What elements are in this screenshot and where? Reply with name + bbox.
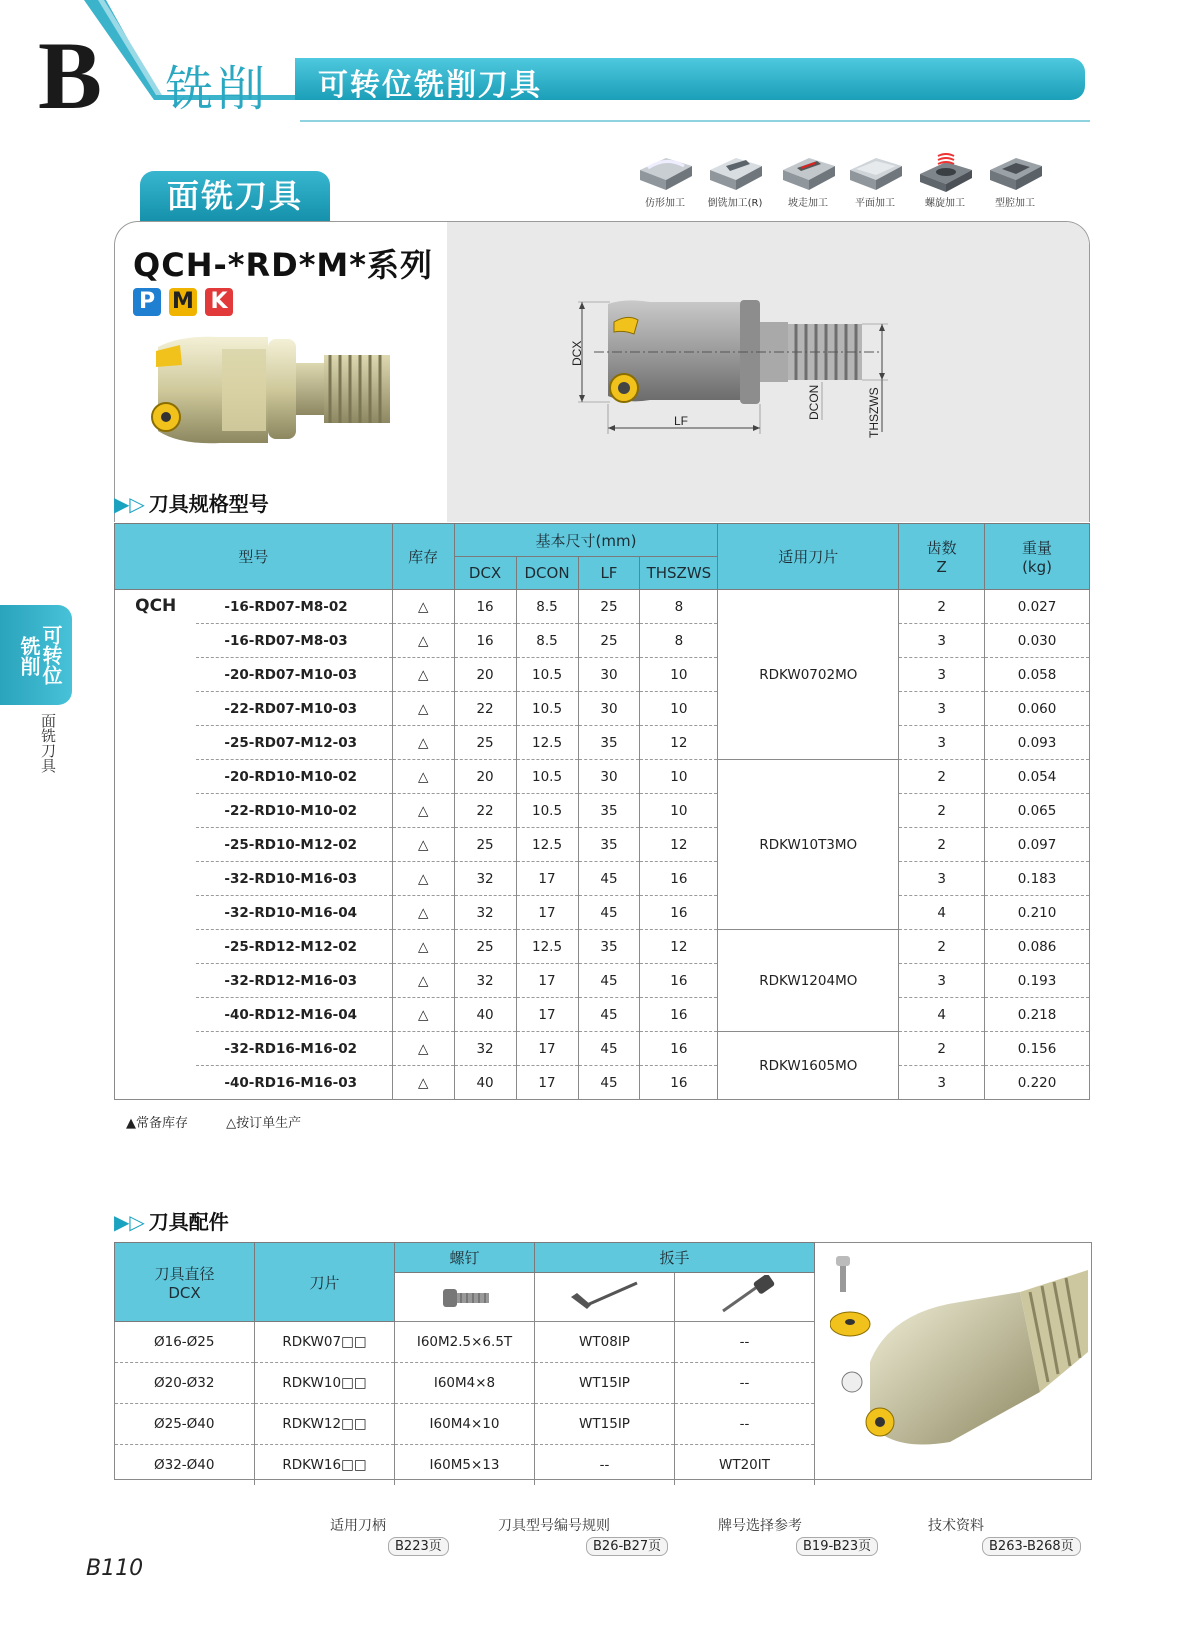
model-code: -25-RD10-M12-02 xyxy=(196,828,392,862)
ref-model-code[interactable]: 刀具型号编号规则 B26-B27页 xyxy=(498,1515,668,1554)
dcon-cell: 17 xyxy=(516,964,578,998)
thszws-cell: 16 xyxy=(640,964,718,998)
weight-cell: 0.193 xyxy=(985,964,1090,998)
dim-lf: LF xyxy=(674,414,689,428)
lf-cell: 30 xyxy=(578,760,640,794)
screw-cell: I60M4×10 xyxy=(395,1404,535,1445)
thszws-cell: 8 xyxy=(640,624,718,658)
series-title: QCH-*RD*M*系列 xyxy=(133,246,434,284)
lf-cell: 35 xyxy=(578,930,640,964)
lf-cell: 25 xyxy=(578,590,640,624)
teeth-cell: 2 xyxy=(899,828,985,862)
dcon-cell: 10.5 xyxy=(516,760,578,794)
table-row xyxy=(115,998,1090,1032)
lf-cell: 45 xyxy=(578,1066,640,1100)
col-lf: LF xyxy=(578,557,640,590)
teeth-cell: 2 xyxy=(899,760,985,794)
lf-cell: 45 xyxy=(578,862,640,896)
lf-cell: 35 xyxy=(578,828,640,862)
weight-cell: 0.156 xyxy=(985,1032,1090,1066)
teeth-cell: 2 xyxy=(899,590,985,624)
weight-cell: 0.210 xyxy=(985,896,1090,930)
model-code: -32-RD10-M16-03 xyxy=(196,862,392,896)
acc-col-screw: 螺钉 xyxy=(395,1243,535,1273)
lf-cell: 45 xyxy=(578,998,640,1032)
technical-drawing xyxy=(570,300,900,445)
wrench-cell: -- xyxy=(675,1404,815,1445)
t-wrench-icon xyxy=(675,1273,815,1322)
model-code: -20-RD07-M10-03 xyxy=(196,658,392,692)
wrench-cell: WT08IP xyxy=(535,1322,675,1363)
insert-cell: RDKW12□□ xyxy=(255,1404,395,1445)
dcx-cell: 32 xyxy=(454,1032,516,1066)
table-row xyxy=(115,1032,1090,1066)
col-weight: 重量 (kg) xyxy=(985,524,1090,590)
dcon-cell: 17 xyxy=(516,1032,578,1066)
accessory-table xyxy=(114,1242,815,1485)
dcon-cell: 17 xyxy=(516,896,578,930)
op-chamfer: 倒铣加工(R) xyxy=(700,152,770,209)
stock-cell: △ xyxy=(392,692,454,726)
category-tab: 面铣刀具 xyxy=(140,171,330,221)
insert-cell: RDKW1204MO xyxy=(718,930,899,1032)
table-row xyxy=(115,828,1090,862)
table-row xyxy=(115,760,1090,794)
col-thszws: THSZWS xyxy=(640,557,718,590)
dcx-cell: 32 xyxy=(454,896,516,930)
section-letter: B xyxy=(38,22,103,129)
material-badge-k: K xyxy=(205,288,233,316)
dcon-cell: 12.5 xyxy=(516,828,578,862)
weight-cell: 0.030 xyxy=(985,624,1090,658)
model-code: -16-RD07-M8-02 xyxy=(196,590,392,624)
ref-holder[interactable]: 适用刀柄 B223页 xyxy=(330,1515,449,1554)
dcx-cell: 22 xyxy=(454,794,516,828)
lf-cell: 45 xyxy=(578,1032,640,1066)
stock-cell: △ xyxy=(392,964,454,998)
dcon-cell: 10.5 xyxy=(516,692,578,726)
model-code: -25-RD12-M12-02 xyxy=(196,930,392,964)
teeth-cell: 3 xyxy=(899,692,985,726)
stock-cell: △ xyxy=(392,862,454,896)
table-row xyxy=(115,1066,1090,1100)
dcon-cell: 12.5 xyxy=(516,726,578,760)
stock-cell: △ xyxy=(392,1066,454,1100)
lf-cell: 45 xyxy=(578,964,640,998)
stock-cell: △ xyxy=(392,794,454,828)
dcx-cell: 22 xyxy=(454,692,516,726)
dcx-cell: 25 xyxy=(454,930,516,964)
dcx-cell: 25 xyxy=(454,828,516,862)
thszws-cell: 10 xyxy=(640,692,718,726)
dcx-cell: 16 xyxy=(454,624,516,658)
weight-cell: 0.093 xyxy=(985,726,1090,760)
screw-cell: I60M5×13 xyxy=(395,1445,535,1486)
op-profiling: 仿形加工 xyxy=(630,152,700,209)
spec-section-heading: ▶▷ 刀具规格型号 xyxy=(114,492,269,516)
page-number: B110 xyxy=(86,1556,144,1581)
insert-cell: RDKW1605MO xyxy=(718,1032,899,1100)
insert-cell: RDKW16□□ xyxy=(255,1445,395,1486)
dcon-cell: 8.5 xyxy=(516,624,578,658)
model-code: -16-RD07-M8-03 xyxy=(196,624,392,658)
weight-cell: 0.097 xyxy=(985,828,1090,862)
op-helical: 螺旋加工 xyxy=(910,152,980,209)
col-dcx: DCX xyxy=(454,557,516,590)
dcon-cell: 8.5 xyxy=(516,590,578,624)
model-code: -40-RD16-M16-03 xyxy=(196,1066,392,1100)
thszws-cell: 10 xyxy=(640,760,718,794)
stock-cell: △ xyxy=(392,828,454,862)
model-code: -20-RD10-M10-02 xyxy=(196,760,392,794)
table-row xyxy=(115,896,1090,930)
model-code: -22-RD07-M10-03 xyxy=(196,692,392,726)
table-row xyxy=(115,794,1090,828)
wrench-cell: WT15IP xyxy=(535,1404,675,1445)
teeth-cell: 4 xyxy=(899,998,985,1032)
wrench-cell: -- xyxy=(675,1322,815,1363)
dcon-cell: 17 xyxy=(516,1066,578,1100)
thszws-cell: 16 xyxy=(640,896,718,930)
dcx-cell: 32 xyxy=(454,964,516,998)
screw-cell: I60M4×8 xyxy=(395,1363,535,1404)
insert-cell: RDKW0702MO xyxy=(718,590,899,760)
teeth-cell: 3 xyxy=(899,1066,985,1100)
teeth-cell: 3 xyxy=(899,624,985,658)
dia-cell: Ø32-Ø40 xyxy=(154,1457,215,1473)
teeth-cell: 3 xyxy=(899,964,985,998)
model-code: -32-RD12-M16-03 xyxy=(196,964,392,998)
operation-icons xyxy=(630,152,1060,214)
wrench-cell: -- xyxy=(675,1363,815,1404)
thszws-cell: 8 xyxy=(640,590,718,624)
table-row xyxy=(115,624,1090,658)
wrench-cell: -- xyxy=(535,1445,675,1486)
side-tab-category: 面铣刀具 xyxy=(39,713,57,773)
table-row xyxy=(115,1445,815,1486)
ref-grade-selection[interactable]: 牌号选择参考 B19-B23页 xyxy=(718,1515,878,1554)
table-row xyxy=(115,590,1090,624)
weight-cell: 0.058 xyxy=(985,658,1090,692)
pocketing-icon xyxy=(986,152,1044,192)
lf-cell: 25 xyxy=(578,624,640,658)
dim-thszws: THSZWS xyxy=(867,387,881,438)
thszws-cell: 10 xyxy=(640,658,718,692)
table-row xyxy=(115,930,1090,964)
dia-cell: Ø20-Ø32 xyxy=(115,1363,255,1404)
spec-table xyxy=(114,523,1090,1100)
model-code: -22-RD10-M10-02 xyxy=(196,794,392,828)
dia-cell: Ø25-Ø40 xyxy=(115,1404,255,1445)
col-teeth: 齿数 Z xyxy=(899,524,985,590)
stock-cell: △ xyxy=(392,896,454,930)
dcx-cell: 40 xyxy=(454,1066,516,1100)
stock-cell: △ xyxy=(392,930,454,964)
weight-cell: 0.218 xyxy=(985,998,1090,1032)
dcx-cell: 20 xyxy=(454,658,516,692)
stock-cell: △ xyxy=(392,624,454,658)
stock-legend: ▲常备库存 △按订单生产 xyxy=(126,1116,302,1131)
weight-cell: 0.027 xyxy=(985,590,1090,624)
table-row xyxy=(115,726,1090,760)
material-badge-m: M xyxy=(169,288,197,316)
dcx-cell: 16 xyxy=(454,590,516,624)
dim-dcon: DCON xyxy=(807,384,821,420)
profiling-icon xyxy=(636,152,694,192)
arrow-icon: ▶▷ xyxy=(114,1210,145,1234)
thszws-cell: 16 xyxy=(640,1066,718,1100)
stock-cell: △ xyxy=(392,726,454,760)
lf-cell: 45 xyxy=(578,896,640,930)
dcon-cell: 10.5 xyxy=(516,794,578,828)
model-prefix: QCH xyxy=(115,590,197,1100)
dcon-cell: 12.5 xyxy=(516,930,578,964)
lf-cell: 35 xyxy=(578,794,640,828)
dcx-cell: 20 xyxy=(454,760,516,794)
dim-dcx: DCX xyxy=(570,340,584,366)
teeth-cell: 2 xyxy=(899,794,985,828)
insert-cell: RDKW10□□ xyxy=(255,1363,395,1404)
col-model: 型号 xyxy=(115,524,393,590)
header-rule xyxy=(300,120,1090,122)
cutter-photo xyxy=(150,335,400,455)
stock-cell: △ xyxy=(392,658,454,692)
accessory-photo xyxy=(830,1252,1088,1474)
thszws-cell: 12 xyxy=(640,930,718,964)
table-row xyxy=(115,658,1090,692)
col-stock: 库存 xyxy=(392,524,454,590)
table-row xyxy=(115,1322,815,1363)
model-code: -32-RD10-M16-04 xyxy=(196,896,392,930)
thszws-cell: 16 xyxy=(640,1032,718,1066)
stock-cell: △ xyxy=(392,590,454,624)
l-wrench-icon xyxy=(535,1273,675,1322)
lf-cell: 30 xyxy=(578,658,640,692)
weight-cell: 0.086 xyxy=(985,930,1090,964)
model-code: -25-RD07-M12-03 xyxy=(196,726,392,760)
dcon-cell: 17 xyxy=(516,998,578,1032)
col-basic-dims: 基本尺寸(mm) xyxy=(454,524,718,557)
table-row xyxy=(115,862,1090,896)
wrench-cell: WT20IT xyxy=(675,1445,815,1486)
dia-cell: Ø16-Ø25 xyxy=(115,1322,255,1363)
arrow-icon: ▶▷ xyxy=(114,492,145,516)
thszws-cell: 16 xyxy=(640,862,718,896)
ref-technical-data[interactable]: 技术资料 B263-B268页 xyxy=(928,1515,1081,1554)
teeth-cell: 3 xyxy=(899,862,985,896)
dcx-cell: 40 xyxy=(454,998,516,1032)
thszws-cell: 12 xyxy=(640,828,718,862)
table-row xyxy=(115,1363,815,1404)
stock-cell: △ xyxy=(392,1032,454,1066)
table-row xyxy=(115,692,1090,726)
model-code: -40-RD12-M16-04 xyxy=(196,998,392,1032)
lf-cell: 30 xyxy=(578,692,640,726)
teeth-cell: 2 xyxy=(899,1032,985,1066)
stock-cell: △ xyxy=(392,760,454,794)
teeth-cell: 3 xyxy=(899,726,985,760)
dcon-cell: 17 xyxy=(516,862,578,896)
weight-cell: 0.220 xyxy=(985,1066,1090,1100)
op-ramping: 坡走加工 xyxy=(773,152,843,209)
table-row xyxy=(115,964,1090,998)
material-badge-p: P xyxy=(133,288,161,316)
accessory-section-heading: ▶▷ 刀具配件 xyxy=(114,1210,229,1234)
dcx-cell: 25 xyxy=(454,726,516,760)
weight-cell: 0.183 xyxy=(985,862,1090,896)
page-subtitle: 可转位铣削刀具 xyxy=(318,68,542,103)
chamfer-icon xyxy=(706,152,764,192)
acc-col-dia: 刀具直径 DCX xyxy=(115,1243,255,1322)
dcon-cell: 10.5 xyxy=(516,658,578,692)
insert-cell: RDKW10T3MO xyxy=(718,760,899,930)
op-pocketing: 型腔加工 xyxy=(980,152,1050,209)
ramping-icon xyxy=(779,152,837,192)
section-title: 铣削 xyxy=(165,61,270,117)
table-row xyxy=(115,1404,815,1445)
helical-icon xyxy=(916,152,974,192)
insert-cell: RDKW07□□ xyxy=(255,1322,395,1363)
model-code: -32-RD16-M16-02 xyxy=(196,1032,392,1066)
wrench-cell: WT15IP xyxy=(535,1363,675,1404)
col-dcon: DCON xyxy=(516,557,578,590)
acc-col-wrench: 扳手 xyxy=(535,1243,815,1273)
side-tab-line2: 可转位 xyxy=(39,625,63,685)
weight-cell: 0.054 xyxy=(985,760,1090,794)
thszws-cell: 12 xyxy=(640,726,718,760)
dcx-cell: 32 xyxy=(454,862,516,896)
screw-icon xyxy=(395,1273,535,1322)
facing-icon xyxy=(846,152,904,192)
screw-cell: I60M2.5×6.5T xyxy=(395,1322,535,1363)
side-tab-line1: 铣削 xyxy=(17,636,41,676)
op-facing: 平面加工 xyxy=(840,152,910,209)
teeth-cell: 3 xyxy=(899,658,985,692)
teeth-cell: 2 xyxy=(899,930,985,964)
lf-cell: 35 xyxy=(578,726,640,760)
weight-cell: 0.065 xyxy=(985,794,1090,828)
stock-cell: △ xyxy=(392,998,454,1032)
thszws-cell: 10 xyxy=(640,794,718,828)
acc-col-insert: 刀片 xyxy=(255,1243,395,1322)
col-insert: 适用刀片 xyxy=(718,524,899,590)
teeth-cell: 4 xyxy=(899,896,985,930)
weight-cell: 0.060 xyxy=(985,692,1090,726)
thszws-cell: 16 xyxy=(640,998,718,1032)
